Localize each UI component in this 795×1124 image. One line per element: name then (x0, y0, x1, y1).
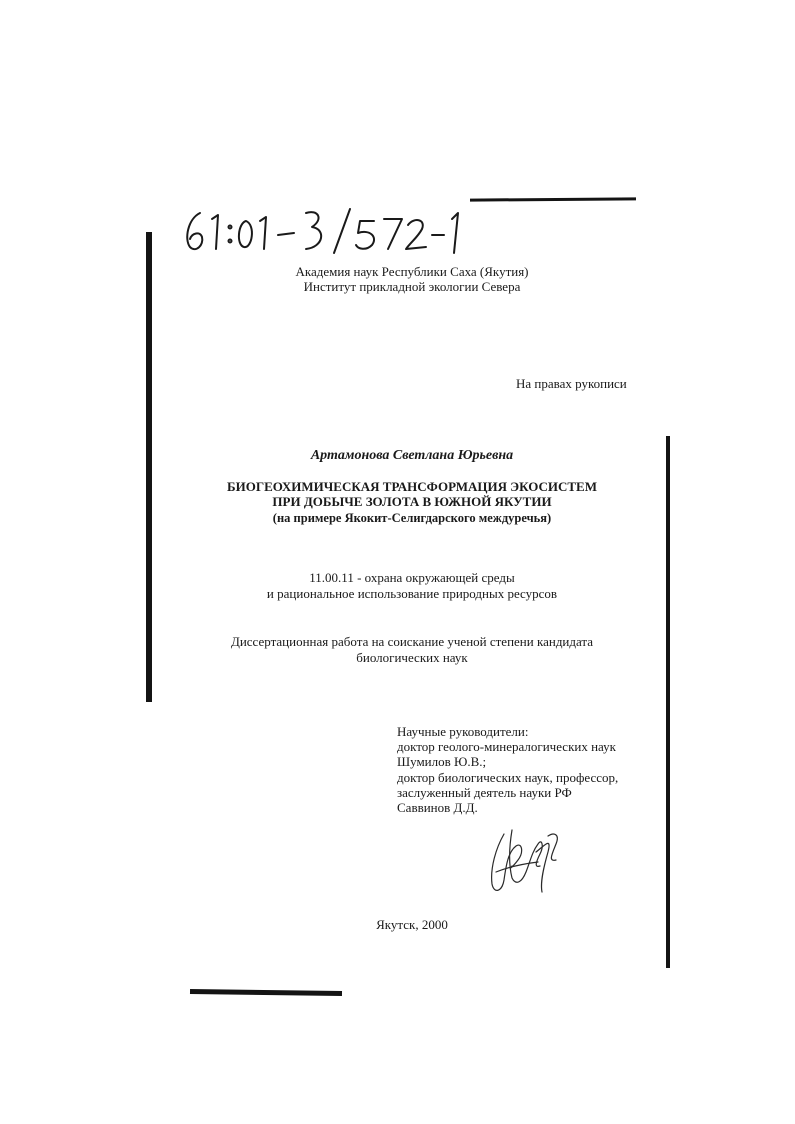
institution-name: Академия наук Республики Саха (Якутия) (295, 264, 529, 279)
supervisor-line: Саввинов Д.Д. (397, 800, 478, 816)
institute-name: Институт прикладной экологии Севера (303, 279, 521, 294)
supervisors-block (397, 724, 647, 815)
place-and-year: Якутск, 2000 (376, 917, 448, 932)
scan-edge-left (146, 232, 152, 702)
supervisors-heading: Научные руководители: (397, 724, 529, 739)
dissertation-degree-line1: Диссертационная работа на соискание ученой степени кандидата (230, 634, 594, 649)
signature-drawing (482, 822, 572, 902)
supervisor-line: Шумилов Ю.В.; (397, 754, 487, 770)
supervisor-line: доктор биологических наук, профессор, (397, 769, 619, 785)
dissertation-subtitle: (на примере Якокит-Селигдарского междуречья) (272, 511, 552, 525)
manuscript-rights: На правах рукописи (516, 376, 627, 391)
scan-edge-right (666, 436, 670, 968)
specialty-line2: и рациональное использование природных ресурсов (266, 586, 558, 601)
supervisor-line: доктор геолого-минералогических наук (397, 739, 616, 755)
handwritten-code (178, 205, 478, 257)
supervisor-line: заслуженный деятель науки РФ (397, 784, 572, 800)
author-name: Артамонова Светлана Юрьевна (310, 448, 514, 463)
specialty-line1: 11.00.11 - охрана окружающей среды (309, 570, 515, 585)
dissertation-degree-line2: биологических наук (356, 650, 468, 665)
scan-edge-top (470, 197, 636, 201)
handwritten-code-drawing (178, 205, 478, 257)
dissertation-title-line1: БИОГЕОХИМИЧЕСКАЯ ТРАНСФОРМАЦИЯ ЭКОСИСТЕМ (227, 479, 597, 494)
signature (482, 822, 572, 902)
scan-edge-bottom (190, 989, 342, 996)
dissertation-title-line2: ПРИ ДОБЫЧЕ ЗОЛОТА В ЮЖНОЙ ЯКУТИИ (272, 494, 552, 509)
